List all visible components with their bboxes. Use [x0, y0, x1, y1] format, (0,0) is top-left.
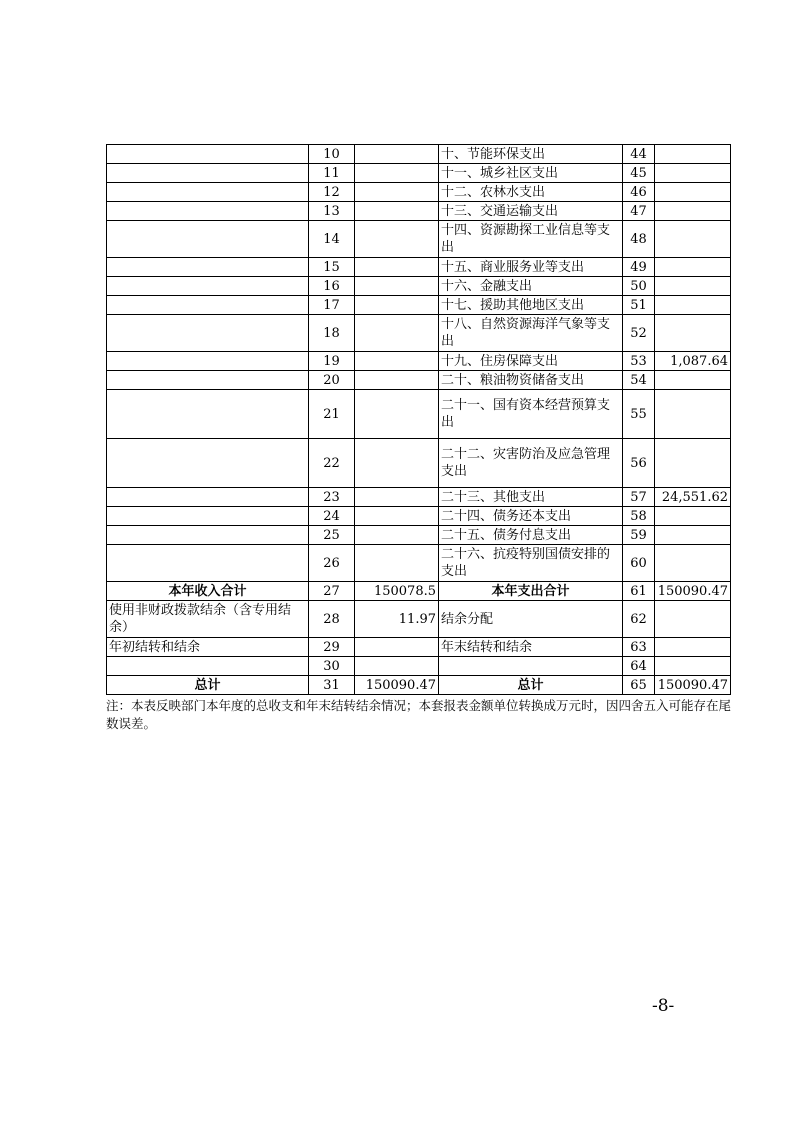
- income-item-label: [107, 202, 309, 221]
- table-row: [107, 277, 731, 296]
- table-row: [107, 657, 731, 676]
- table-note: 注：本表反映部门本年度的总收支和年末结转结余情况；本套报表金额单位转换成万元时，因四舍五入可能存在尾数误差。: [106, 698, 732, 731]
- expenditure-item-label: 年末结转和结余: [439, 638, 623, 657]
- expenditure-row-number: 47: [623, 202, 655, 221]
- income-row-number: 14: [309, 221, 355, 258]
- table-row: [107, 202, 731, 221]
- income-amount: [355, 488, 439, 507]
- income-row-number: 22: [309, 439, 355, 488]
- income-amount: [355, 390, 439, 439]
- expenditure-amount: 150090.47: [655, 582, 731, 601]
- income-item-label: [107, 545, 309, 582]
- income-item-label: [107, 183, 309, 202]
- expenditure-item-label: 结余分配: [439, 601, 623, 638]
- income-item-label: [107, 488, 309, 507]
- income-amount: [355, 638, 439, 657]
- expenditure-item-label: 十七、援助其他地区支出: [439, 296, 623, 315]
- table-row: [107, 507, 731, 526]
- income-item-label: [107, 315, 309, 352]
- table-row: [107, 371, 731, 390]
- expenditure-item-label: 十一、城乡社区支出: [439, 164, 623, 183]
- income-amount: [355, 202, 439, 221]
- income-item-label: [107, 145, 309, 164]
- income-item-label: [107, 221, 309, 258]
- expenditure-amount: [655, 258, 731, 277]
- expenditure-row-number: 55: [623, 390, 655, 439]
- income-row-number: 23: [309, 488, 355, 507]
- expenditure-amount: [655, 657, 731, 676]
- income-item-label: [107, 352, 309, 371]
- income-amount: [355, 277, 439, 296]
- income-amount: [355, 371, 439, 390]
- income-amount: [355, 258, 439, 277]
- page-number: -8-: [652, 996, 675, 1016]
- expenditure-amount: 150090.47: [655, 676, 731, 695]
- expenditure-item-label: 二十五、债务付息支出: [439, 526, 623, 545]
- income-item-label: [107, 164, 309, 183]
- income-amount: [355, 164, 439, 183]
- income-item-label: [107, 371, 309, 390]
- expenditure-row-number: 50: [623, 277, 655, 296]
- table-row: [107, 582, 731, 601]
- expenditure-row-number: 52: [623, 315, 655, 352]
- expenditure-item-label: 十九、住房保障支出: [439, 352, 623, 371]
- income-item-label: [107, 390, 309, 439]
- expenditure-amount: 24,551.62: [655, 488, 731, 507]
- expenditure-amount: [655, 526, 731, 545]
- expenditure-row-number: 63: [623, 638, 655, 657]
- expenditure-item-label: 十五、商业服务业等支出: [439, 258, 623, 277]
- table-row: [107, 526, 731, 545]
- income-amount: 150090.47: [355, 676, 439, 695]
- expenditure-item-label: 十六、金融支出: [439, 277, 623, 296]
- income-row-number: 21: [309, 390, 355, 439]
- income-row-number: 25: [309, 526, 355, 545]
- expenditure-amount: [655, 164, 731, 183]
- expenditure-item-label: 本年支出合计: [439, 582, 623, 601]
- expenditure-row-number: 59: [623, 526, 655, 545]
- income-row-number: 27: [309, 582, 355, 601]
- income-item-label: [107, 296, 309, 315]
- table-row: [107, 439, 731, 488]
- expenditure-row-number: 49: [623, 258, 655, 277]
- expenditure-amount: [655, 371, 731, 390]
- expenditure-amount: [655, 545, 731, 582]
- expenditure-amount: [655, 202, 731, 221]
- expenditure-row-number: 57: [623, 488, 655, 507]
- income-amount: [355, 507, 439, 526]
- income-item-label: [107, 657, 309, 676]
- income-item-label: 使用非财政拨款结余（含专用结余）: [107, 601, 309, 638]
- table-row: [107, 352, 731, 371]
- income-row-number: 30: [309, 657, 355, 676]
- income-amount: [355, 526, 439, 545]
- income-row-number: 20: [309, 371, 355, 390]
- expenditure-item-label: 十八、自然资源海洋气象等支出: [439, 315, 623, 352]
- expenditure-row-number: 62: [623, 601, 655, 638]
- expenditure-row-number: 56: [623, 439, 655, 488]
- expenditure-item-label: 二十四、债务还本支出: [439, 507, 623, 526]
- expenditure-item-label: 十四、资源勘探工业信息等支出: [439, 221, 623, 258]
- expenditure-row-number: 58: [623, 507, 655, 526]
- income-row-number: 28: [309, 601, 355, 638]
- income-amount: [355, 221, 439, 258]
- expenditure-amount: [655, 390, 731, 439]
- income-item-label: [107, 439, 309, 488]
- income-amount: [355, 439, 439, 488]
- table-row: [107, 601, 731, 638]
- expenditure-item-label: 十三、交通运输支出: [439, 202, 623, 221]
- expenditure-amount: [655, 277, 731, 296]
- expenditure-item-label: 二十二、灾害防治及应急管理支出: [439, 439, 623, 488]
- income-row-number: 12: [309, 183, 355, 202]
- income-amount: [355, 352, 439, 371]
- expenditure-amount: [655, 183, 731, 202]
- expenditure-row-number: 44: [623, 145, 655, 164]
- income-row-number: 24: [309, 507, 355, 526]
- expenditure-amount: [655, 439, 731, 488]
- income-row-number: 10: [309, 145, 355, 164]
- expenditure-amount: [655, 315, 731, 352]
- expenditure-amount: [655, 145, 731, 164]
- expenditure-row-number: 61: [623, 582, 655, 601]
- income-row-number: 29: [309, 638, 355, 657]
- table-row: [107, 221, 731, 258]
- income-row-number: 13: [309, 202, 355, 221]
- income-item-label: [107, 277, 309, 296]
- income-row-number: 17: [309, 296, 355, 315]
- expenditure-item-label: 十、节能环保支出: [439, 145, 623, 164]
- expenditure-row-number: 60: [623, 545, 655, 582]
- table-row: [107, 390, 731, 439]
- expenditure-item-label: 十二、农林水支出: [439, 183, 623, 202]
- income-row-number: 16: [309, 277, 355, 296]
- table-body: [107, 145, 731, 695]
- expenditure-item-label: 二十六、抗疫特别国债安排的支出: [439, 545, 623, 582]
- income-row-number: 11: [309, 164, 355, 183]
- income-row-number: 15: [309, 258, 355, 277]
- expenditure-amount: [655, 221, 731, 258]
- income-amount: [355, 657, 439, 676]
- income-amount: [355, 296, 439, 315]
- income-amount: 150078.5: [355, 582, 439, 601]
- income-amount: [355, 145, 439, 164]
- income-row-number: 18: [309, 315, 355, 352]
- expenditure-item-label: [439, 657, 623, 676]
- expenditure-row-number: 48: [623, 221, 655, 258]
- expenditure-row-number: 65: [623, 676, 655, 695]
- income-item-label: 本年收入合计: [107, 582, 309, 601]
- expenditure-amount: [655, 638, 731, 657]
- expenditure-item-label: 二十三、其他支出: [439, 488, 623, 507]
- expenditure-item-label: 二十、粮油物资储备支出: [439, 371, 623, 390]
- income-amount: 11.97: [355, 601, 439, 638]
- expenditure-amount: [655, 507, 731, 526]
- expenditure-row-number: 53: [623, 352, 655, 371]
- table-row: [107, 296, 731, 315]
- expenditure-row-number: 54: [623, 371, 655, 390]
- table-row: [107, 545, 731, 582]
- table-row: [107, 638, 731, 657]
- expenditure-amount: [655, 296, 731, 315]
- expenditure-row-number: 46: [623, 183, 655, 202]
- income-amount: [355, 315, 439, 352]
- table-row: [107, 164, 731, 183]
- expenditure-item-label: 二十一、国有资本经营预算支出: [439, 390, 623, 439]
- income-item-label: 总计: [107, 676, 309, 695]
- table-row: [107, 145, 731, 164]
- expenditure-amount: [655, 601, 731, 638]
- income-row-number: 26: [309, 545, 355, 582]
- expenditure-item-label: 总计: [439, 676, 623, 695]
- expenditure-row-number: 51: [623, 296, 655, 315]
- expenditure-amount: 1,087.64: [655, 352, 731, 371]
- income-row-number: 19: [309, 352, 355, 371]
- table-row: [107, 258, 731, 277]
- table-row: [107, 315, 731, 352]
- expenditure-row-number: 64: [623, 657, 655, 676]
- table-row: [107, 676, 731, 695]
- income-amount: [355, 545, 439, 582]
- table-row: [107, 488, 731, 507]
- income-item-label: [107, 507, 309, 526]
- income-expenditure-table: [106, 144, 731, 695]
- income-item-label: [107, 258, 309, 277]
- income-item-label: [107, 526, 309, 545]
- income-item-label: 年初结转和结余: [107, 638, 309, 657]
- income-amount: [355, 183, 439, 202]
- income-row-number: 31: [309, 676, 355, 695]
- table-row: [107, 183, 731, 202]
- expenditure-row-number: 45: [623, 164, 655, 183]
